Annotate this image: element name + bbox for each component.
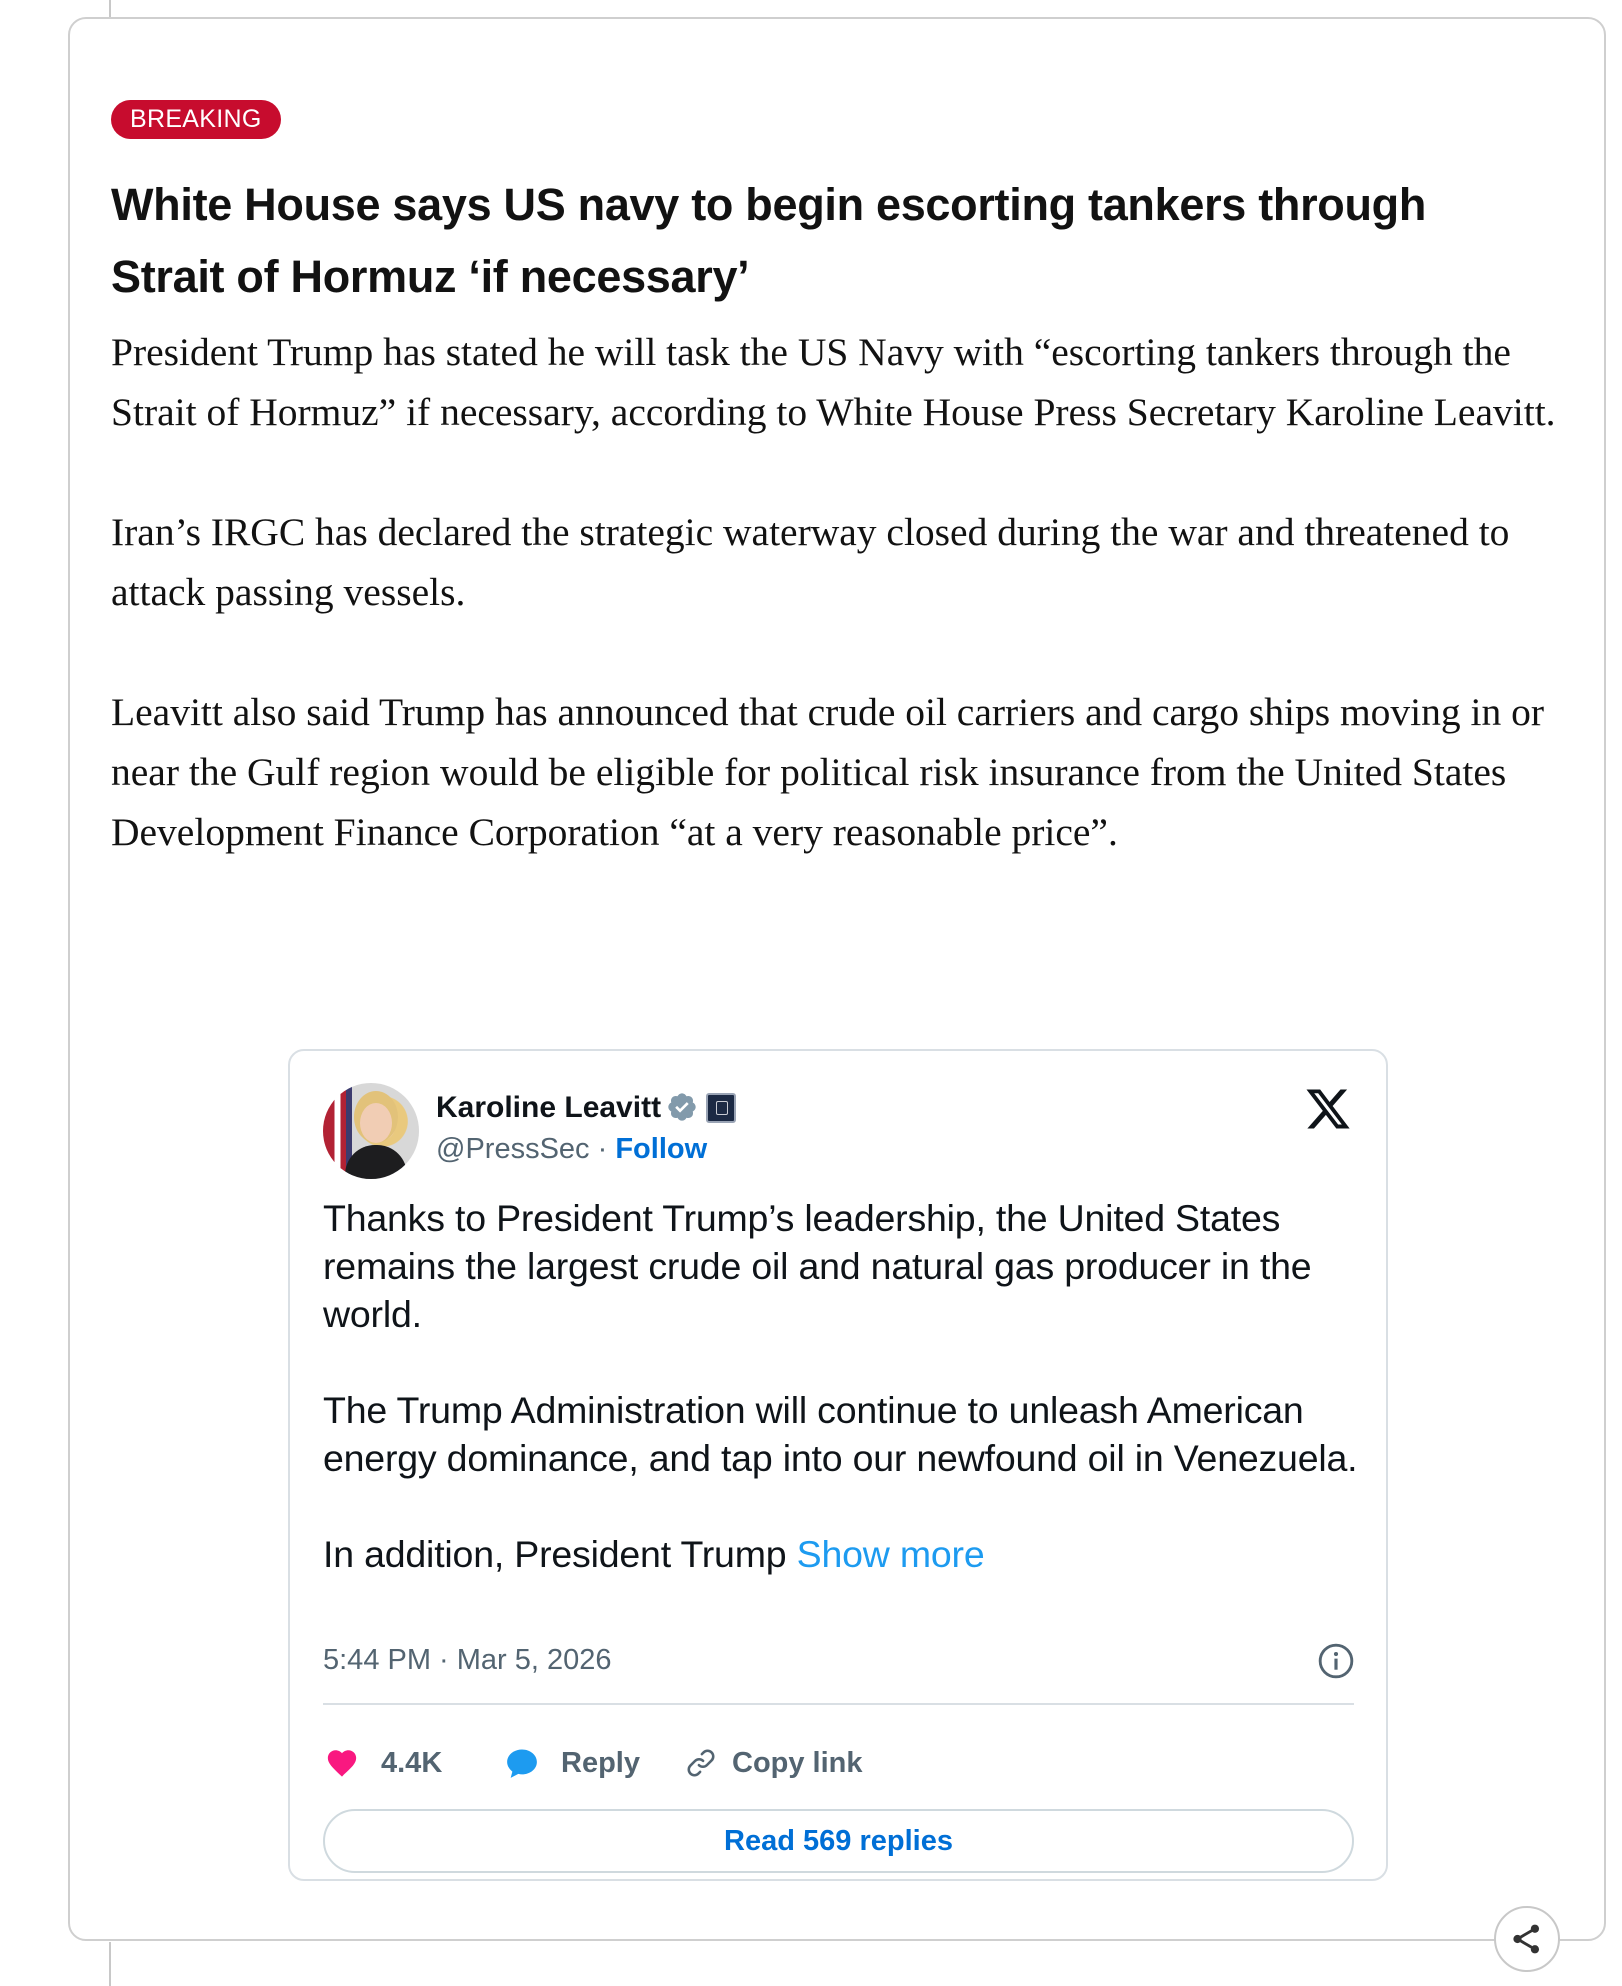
- tweet-paragraph-truncated: [323, 1530, 1363, 1578]
- breaking-badge: BREAKING: [111, 100, 281, 139]
- share-icon: [1508, 1920, 1546, 1958]
- tweet-timestamp[interactable]: 5:44 PM · Mar 5, 2026: [323, 1644, 612, 1676]
- post-headline: White House says US navy to begin escorting tankers through Strait of Hormuz ‘if necessary’: [111, 179, 1427, 302]
- live-blog-post: [68, 17, 1606, 1941]
- link-icon: [684, 1746, 718, 1780]
- read-replies-button[interactable]: Read 569 replies: [323, 1809, 1354, 1873]
- info-icon[interactable]: [1317, 1642, 1355, 1680]
- reply-button[interactable]: [505, 1741, 640, 1785]
- white-house-affiliate-icon[interactable]: [706, 1093, 736, 1123]
- copy-link-button[interactable]: [684, 1741, 863, 1785]
- x-logo-icon[interactable]: [1304, 1085, 1352, 1133]
- post-paragraph: President Trump has stated he will task the US Navy with “escorting tankers through the Strait of Hormuz” if necessary, according to White House Press Secretary Karoline Leavitt.: [111, 330, 1556, 434]
- heart-icon: [325, 1746, 359, 1780]
- tweet-text: [323, 1194, 1363, 1626]
- separator: ·: [589, 1133, 616, 1165]
- copy-link-label: Copy link: [732, 1746, 863, 1779]
- author-handle[interactable]: @PressSec: [436, 1133, 590, 1165]
- post-body: [111, 322, 1581, 862]
- handle-row: [436, 1133, 707, 1166]
- tweet-paragraph: Thanks to President Trump’s leadership, the United States remains the largest crude oil and natural gas producer in the world.: [323, 1197, 1312, 1335]
- verified-badge-icon: [666, 1091, 698, 1123]
- post-paragraph: Leavitt also said Trump has announced that crude oil carriers and cargo ships moving in or near the Gulf region would be eligible for political risk insurance from the United States Development Finance Corporation “at a very reasonable price”.: [111, 690, 1545, 854]
- timeline-line-top: [109, 0, 111, 18]
- author-name[interactable]: Karoline Leavitt: [436, 1091, 662, 1124]
- tweet-paragraph: The Trump Administration will continue to unleash American energy dominance, and tap into our newfound oil in Venezuela.: [323, 1389, 1358, 1479]
- avatar[interactable]: [323, 1083, 419, 1179]
- reply-label: Reply: [561, 1746, 640, 1779]
- speech-bubble-icon: [505, 1746, 539, 1780]
- like-button[interactable]: [325, 1741, 442, 1785]
- tweet-divider: [323, 1703, 1354, 1705]
- share-button[interactable]: [1494, 1906, 1560, 1972]
- like-count: 4.4K: [381, 1746, 443, 1779]
- timeline-line-bottom: [109, 1942, 111, 1986]
- embedded-tweet[interactable]: [288, 1049, 1388, 1881]
- follow-button[interactable]: Follow: [615, 1133, 708, 1165]
- tweet-truncated-text: In addition, President Trump: [323, 1533, 797, 1575]
- post-paragraph: Iran’s IRGC has declared the strategic waterway closed during the war and threatened to attack passing vessels.: [111, 510, 1510, 614]
- show-more-link[interactable]: Show more: [796, 1533, 985, 1575]
